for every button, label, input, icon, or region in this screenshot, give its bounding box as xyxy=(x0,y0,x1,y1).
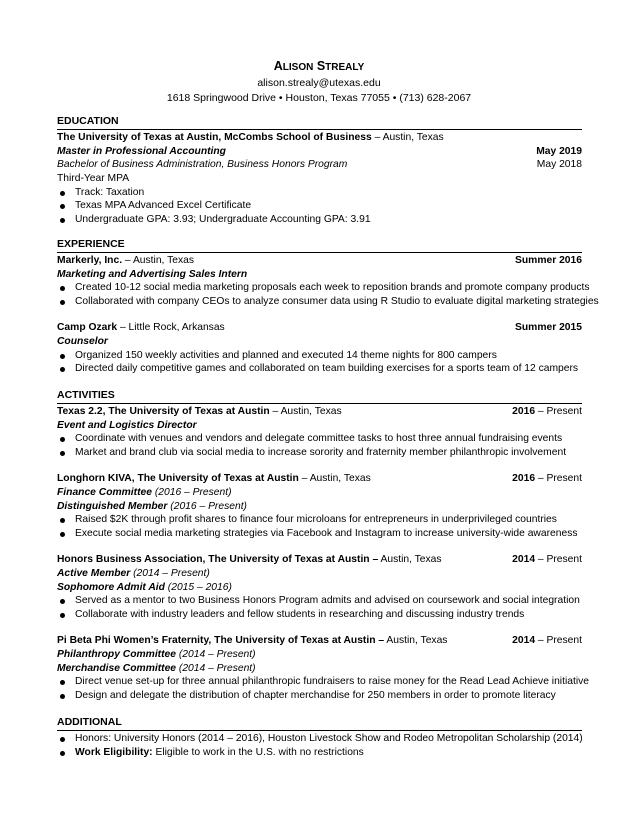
degree-title: Bachelor of Business Administration, Business Honors Program xyxy=(57,159,348,171)
activity-bullets xyxy=(57,675,589,702)
activity-org: Pi Beta Phi Women’s Fraternity, The University of Texas at Austin – xyxy=(57,635,385,647)
bullet-item: Design and delegate the distribution of chapter merchandise for 250 members in order to promote literacy xyxy=(57,689,582,703)
degree-line xyxy=(57,158,582,172)
bullet-item xyxy=(57,746,582,760)
job-org: Camp Ozark xyxy=(57,322,118,334)
school-line xyxy=(57,131,582,145)
activity-role: Philanthropy Committee (2014 – Present) xyxy=(57,648,256,660)
additional-section xyxy=(57,716,582,759)
degree-date: May 2019 xyxy=(536,145,582,157)
bullet-item: Honors: University Honors (2014 – 2016), Houston Livestock Show and Rodeo Metropolitan Scholarship (2014) xyxy=(57,732,582,746)
activity-date: 2016 – Present xyxy=(512,406,582,417)
activity-role: Event and Logistics Director xyxy=(57,419,197,431)
bullet-item: Track: Taxation xyxy=(57,186,582,200)
bullet-item: Created 10-12 social media marketing proposals each week to reposition brands and promote company products xyxy=(57,281,582,295)
section-title: EDUCATION xyxy=(57,115,582,130)
activity-location: Austin, Texas xyxy=(378,554,442,566)
bullet-item: Organized 150 weekly activities and planned and executed 14 theme nights for 800 campers xyxy=(57,349,582,363)
activity-role: Merchandise Committee (2014 – Present) xyxy=(57,662,256,674)
activities-section xyxy=(57,389,589,703)
program-line: Third-Year MPA xyxy=(57,173,130,185)
bullet-item: Execute social media marketing strategies via Facebook and Instagram to increase university-wide awareness xyxy=(57,527,582,541)
bullet-item: Coordinate with venues and vendors and delegate committee tasks to host three annual fundraising events xyxy=(57,432,582,446)
bullet-item: Market and brand club via social media to increase sorority and fraternity member philanthropic involvement xyxy=(57,446,582,460)
education-bullets xyxy=(57,186,582,227)
job-header xyxy=(57,254,582,268)
activity-date: 2016 – Present xyxy=(512,473,582,485)
bullet-item: Direct venue set-up for three annual philanthropic fundraisers to raise money for the Read Lead Achieve initiative xyxy=(57,675,582,689)
activity-location: – Austin, Texas xyxy=(269,406,342,417)
school-location: – Austin, Texas xyxy=(371,132,444,143)
degree-title: Master in Professional Accounting xyxy=(57,145,226,157)
activity-role: Sophomore Admit Aid (2015 – 2016) xyxy=(57,581,232,593)
activity-org: Honors Business Association, The University of Texas at Austin – xyxy=(57,554,379,566)
activity-role: Active Member (2014 – Present) xyxy=(57,567,210,579)
activity-date: 2014 – Present xyxy=(512,635,582,647)
bullet-item: Directed daily competitive games and collaborated on team building exercises for a sports team of 12 campers xyxy=(57,362,582,376)
activity-bullets xyxy=(57,432,582,459)
bullet-item: Collaborate with industry leaders and fellow students in researching and discussing industry trends xyxy=(57,608,582,622)
activity-location: Austin, Texas xyxy=(384,635,448,647)
activity-header xyxy=(57,553,582,567)
bullet-item: Texas MPA Advanced Excel Certificate xyxy=(57,199,582,213)
degree-line xyxy=(57,145,582,159)
bullet-item: Undergraduate GPA: 3.93; Undergraduate Accounting GPA: 3.91 xyxy=(57,213,582,227)
job-header xyxy=(57,321,582,335)
section-title: ACTIVITIES xyxy=(57,389,582,404)
eligibility-label: Work Eligibility: xyxy=(75,746,153,758)
activity-org: Texas 2.2, The University of Texas at Austin xyxy=(57,406,270,417)
school-name: The University of Texas at Austin, McCombs School of Business xyxy=(57,132,372,143)
bullet-item: Collaborated with company CEOs to analyze consumer data using R Studio to evaluate digital marketing strategies xyxy=(57,295,582,309)
bullet-item: Raised $2K through profit shares to finance four microloans for entrepreneurs in underprivileged countries xyxy=(57,513,582,527)
experience-section xyxy=(57,238,599,376)
section-title: ADDITIONAL xyxy=(57,716,582,731)
candidate-contact: 1618 Springwood Drive • Houston, Texas 77055 • (713) 628-2067 xyxy=(166,92,472,104)
bullet-item: Served as a mentor to two Business Honors Program admits and advised on coursework and social integration xyxy=(57,594,582,608)
job-location: – Austin, Texas xyxy=(122,255,194,266)
job-bullets xyxy=(57,349,582,376)
education-section xyxy=(57,115,582,227)
activity-header xyxy=(57,634,582,648)
job-org: Markerly, Inc. xyxy=(57,255,123,266)
activity-header xyxy=(57,472,582,486)
activity-org: Longhorn KIVA, The University of Texas at Austin xyxy=(57,473,299,485)
activity-location: – Austin, Texas xyxy=(298,473,371,485)
additional-bullets xyxy=(57,732,582,759)
job-date: Summer 2016 xyxy=(515,255,582,266)
section-title: EXPERIENCE xyxy=(57,238,582,253)
activity-date: 2014 – Present xyxy=(512,554,582,566)
activity-bullets xyxy=(57,594,582,621)
job-location: – Little Rock, Arkansas xyxy=(117,322,225,334)
degree-date: May 2018 xyxy=(536,159,582,171)
job-role: Marketing and Advertising Sales Intern xyxy=(57,268,248,280)
candidate-email: alison.strealy@utexas.edu xyxy=(257,77,381,89)
activity-bullets xyxy=(57,513,582,540)
activity-role: Distinguished Member (2016 – Present) xyxy=(57,500,247,512)
activity-header xyxy=(57,405,582,419)
job-bullets xyxy=(57,281,599,308)
job-role: Counselor xyxy=(57,335,108,347)
eligibility-text: Eligible to work in the U.S. with no restrictions xyxy=(152,746,364,758)
activity-role: Finance Committee (2016 – Present) xyxy=(57,486,232,498)
candidate-name: ALISON STREALY xyxy=(273,59,365,73)
job-date: Summer 2015 xyxy=(515,322,582,334)
